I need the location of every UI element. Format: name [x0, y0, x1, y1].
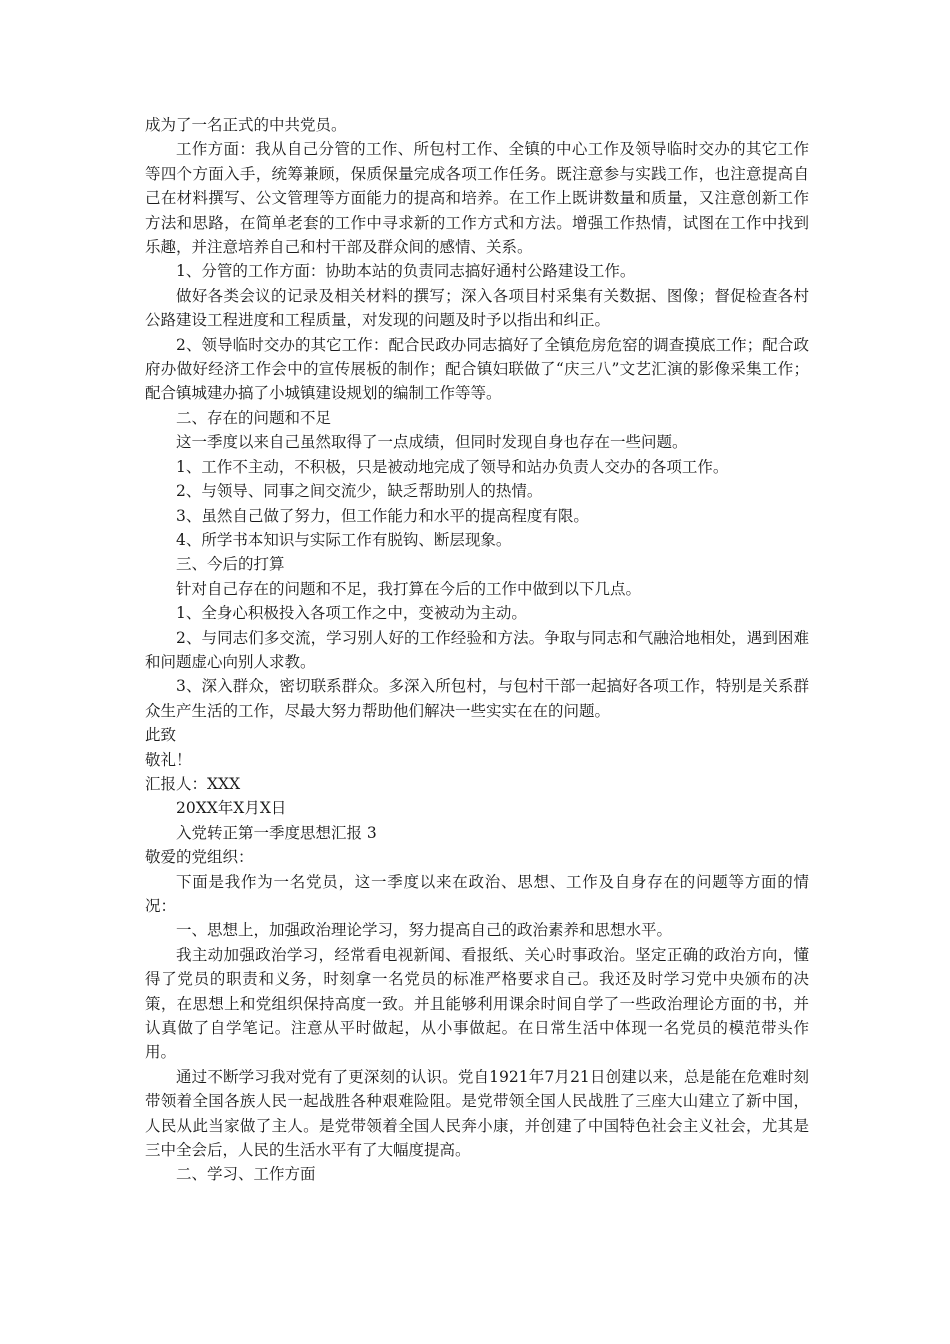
- section-heading: 二、学习、工作方面: [176, 1165, 316, 1184]
- list-item: 2、与领导、同事之间交流少，缺乏帮助别人的热情。: [176, 482, 543, 501]
- paragraph: 1、分管的工作方面：协助本站的负责同志搞好通村公路建设工作。: [176, 262, 636, 281]
- list-item: 1、全身心积极投入各项工作之中，变被动为主动。: [176, 604, 527, 623]
- date-line: 20XX年X月X日: [176, 799, 287, 818]
- closing-salute: 敬礼！: [145, 750, 192, 769]
- list-item: 3、深入群众，密切联系群众。多深入所包村，与包村干部一起搞好各项工作，特别是关系群众生产生活的工作，尽最大努力帮助他们解决一些实实在在的问题。: [145, 677, 809, 720]
- closing-salutation: 此致: [145, 726, 177, 745]
- reporter-line: 汇报人：XXX: [145, 774, 241, 793]
- document-title: 入党转正第一季度思想汇报 3: [176, 823, 377, 842]
- paragraph: 我主动加强政治学习，经常看电视新闻、看报纸、关心时事政治。坚定正确的政治方向，懂得了党员的职责和义务，时刻拿一名党员的标准严格要求自己。我还及时学习党中央颁布的决策，在思想上和党组织保持高度一致。并且能够利用课余时间自学了一些政治理论方面的书，并认真做了自学笔记。注意从平时做起，从小事做起。在日常生活中体现一名党员的模范带头作用。: [145, 945, 809, 1062]
- paragraph: 下面是我作为一名党员，这一季度以来在政治、思想、工作及自身存在的问题等方面的情况：: [145, 872, 809, 915]
- list-item: 3、虽然自己做了努力，但工作能力和水平的提高程度有限。: [176, 506, 589, 525]
- list-item: 2、与同志们多交流，学习别人好的工作经验和方法。争取与同志和气融洽地相处，遇到困难和问题虚心向别人求教。: [145, 628, 809, 671]
- paragraph: 2、领导临时交办的其它工作：配合民政办同志搞好了全镇危房危窑的调查摸底工作；配合政府办做好经济工作会中的宣传展板的制作；配合镇妇联做了“庆三八”文艺汇演的影像采集工作；配合镇城建办搞了小城镇建设规划的编制工作等等。: [145, 335, 809, 403]
- salutation: 敬爱的党组织：: [145, 848, 254, 867]
- paragraph: 这一季度以来自己虽然取得了一点成绩，但同时发现自身也存在一些问题。: [176, 433, 688, 452]
- paragraph: 做好各类会议的记录及相关材料的撰写；深入各项目村采集有关数据、图像；督促检查各村公路建设工程进度和工程质量，对发现的问题及时予以指出和纠正。: [145, 286, 809, 330]
- section-heading: 三、今后的打算: [176, 555, 285, 574]
- paragraph: 通过不断学习我对党有了更深刻的认识。党自1921年7月21日创建以来，总是能在危难时刻带领着全国各族人民一起战胜各种艰难险阻。是党带领全国人民战胜了三座大山建立了新中国，人民从此当家做了主人。是党带领着全国人民奔小康，并创建了中国特色社会主义社会，尤其是三中全会后，人民的生活水平有了大幅度提高。: [145, 1067, 809, 1160]
- paragraph: 工作方面：我从自己分管的工作、所包村工作、全镇的中心工作及领导临时交办的其它工作等四个方面入手，统筹兼顾，保质保量完成各项工作任务。既注意参与实践工作，也注意提高自己在材料撰写、公文管理等方面能力的提高和培养。在工作上既讲数量和质量，又注意创新工作方法和思路，在简单老套的工作中寻求新的工作方式和方法。增强工作热情，试图在工作中找到乐趣，并注意培养自己和村干部及群众间的感情、关系。: [145, 140, 809, 257]
- list-item: 1、工作不主动，不积极，只是被动地完成了领导和站办负责人交办的各项工作。: [176, 457, 729, 476]
- document-page: [145, 113, 809, 1187]
- section-heading: 二、存在的问题和不足: [176, 408, 332, 427]
- list-item: 4、所学书本知识与实际工作有脱钩、断层现象。: [176, 530, 512, 549]
- section-heading: 一、思想上，加强政治理论学习，努力提高自己的政治素养和思想水平。: [176, 921, 673, 940]
- paragraph: 针对自己存在的问题和不足，我打算在今后的工作中做到以下几点。: [176, 579, 642, 598]
- paragraph: 成为了一名正式的中共党员。: [145, 116, 347, 134]
